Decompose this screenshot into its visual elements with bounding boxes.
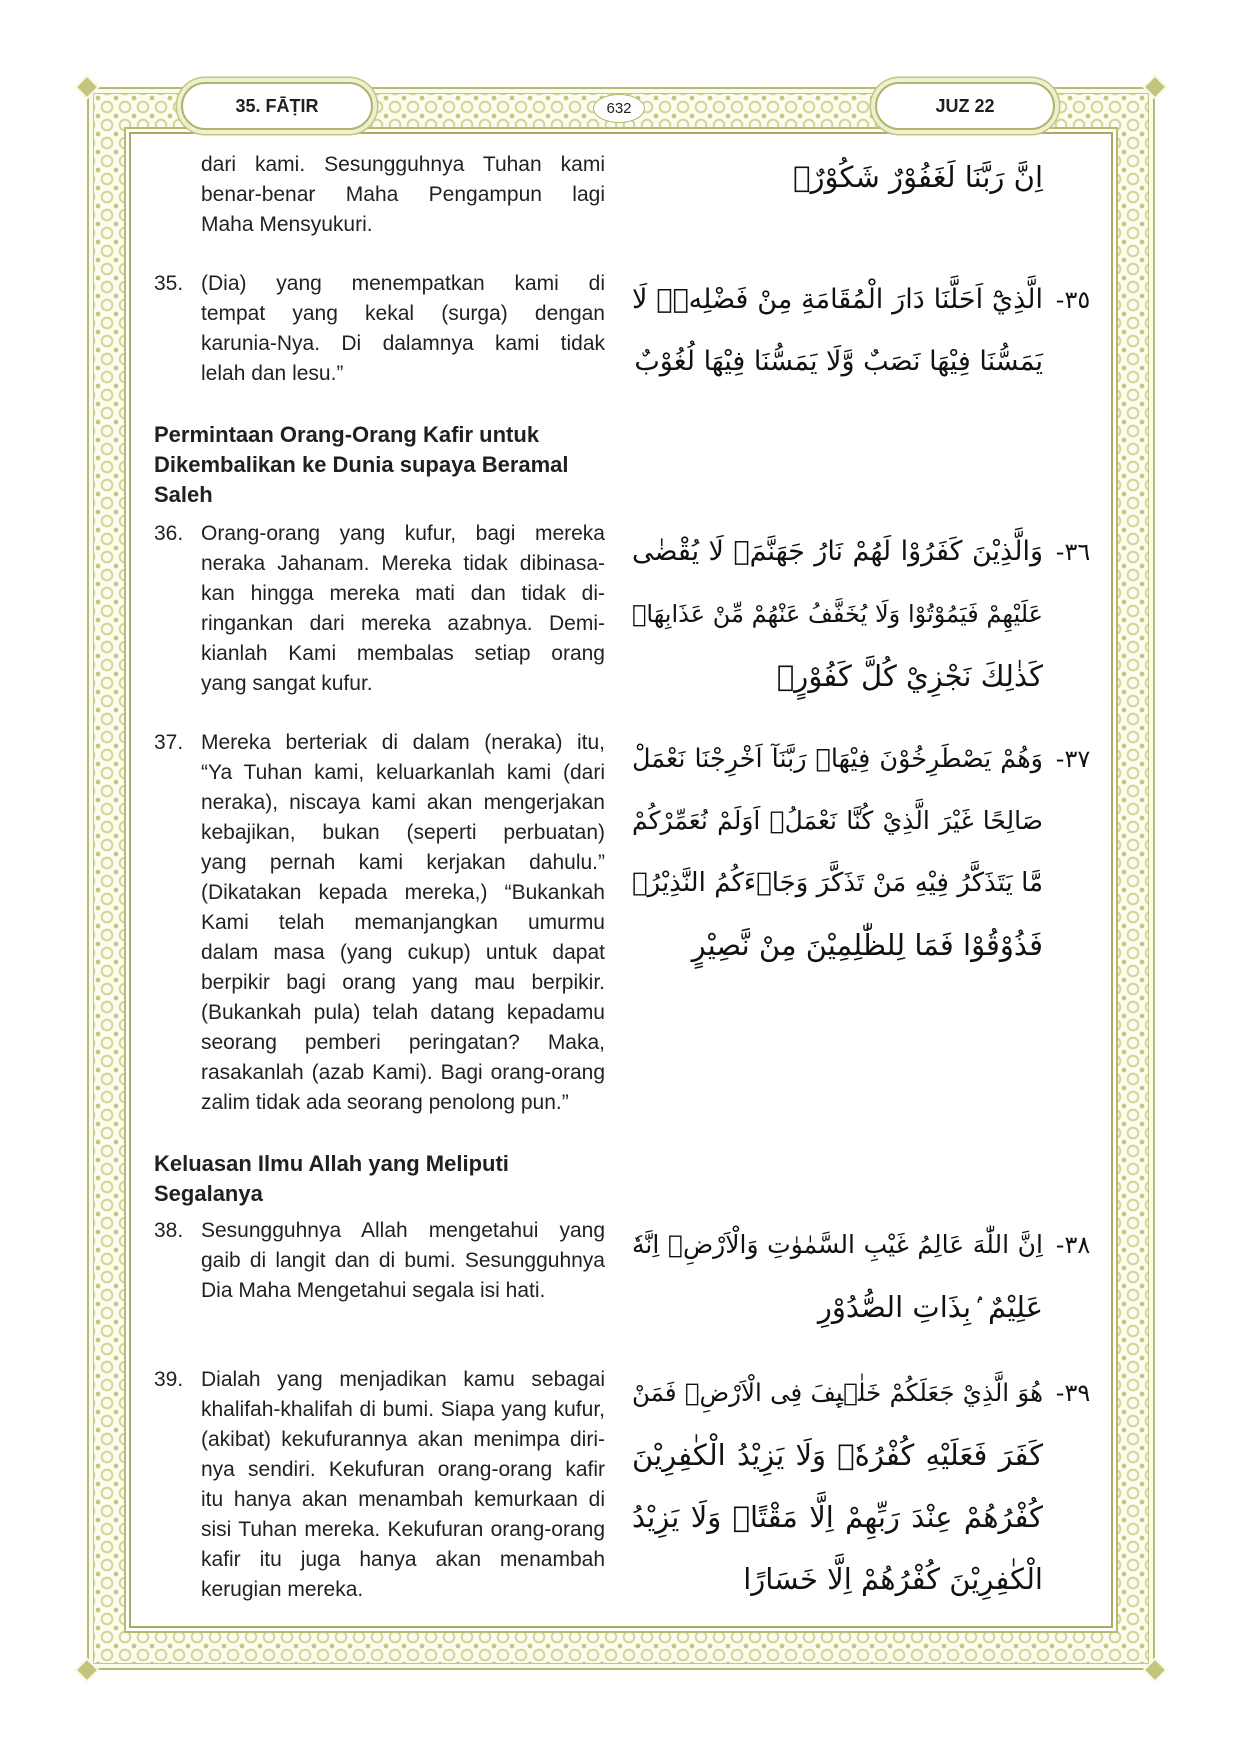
arabic-line: الَّذِيْٓ اَحَلَّنَا دَارَ الْمُقَامَةِ مِنْ فَضْلِهٖۚ لَا xyxy=(632,284,1043,315)
translation-text xyxy=(201,1365,605,1605)
arabic-verse-number: ٣٨- xyxy=(1055,1231,1091,1259)
arabic-line: اِنَّ رَبَّنَا لَغَفُوْرٌ شَكُوْرٌۙ xyxy=(793,160,1043,194)
arabic-line: اِنَّ اللّٰهَ عَالِمُ غَيْبِ السَّمٰوٰتِ وَالْاَرْضِۗ اِنَّهٗ xyxy=(632,1230,1043,1259)
translation-line: kianlah Kami membalas setiap orang xyxy=(201,642,605,665)
continuation-translation xyxy=(154,150,605,240)
translation-line: Sesungguhnya Allah mengetahui yang xyxy=(201,1219,605,1242)
section-heading xyxy=(154,1149,605,1209)
translation-line: zalim tidak ada seorang penolong pun.” xyxy=(201,1091,569,1114)
section-heading-line: Segalanya xyxy=(154,1181,263,1206)
verse-number: 39. xyxy=(154,1368,184,1391)
continuation-arabic xyxy=(632,146,1043,208)
arabic-verse-number: ٣٩- xyxy=(1055,1379,1091,1407)
arabic-line: كَذٰلِكَ نَجْزِيْ كُلَّ كَفُوْرٍۚ xyxy=(776,659,1043,693)
translation-text xyxy=(201,728,605,1118)
translation-line: kebajikan, bukan (seperti perbuatan) xyxy=(201,821,605,844)
arabic-verse-number: ٣٦- xyxy=(1055,538,1091,566)
verse-37-translation xyxy=(154,728,605,1118)
juz-label: JUZ 22 xyxy=(875,82,1055,130)
translation-line: neraka Jahanam. Mereka tidak dibinasa- xyxy=(201,552,605,575)
arabic-verse-number: ٣٧- xyxy=(1055,745,1091,773)
arabic-line: عَلَيْهِمْ فَيَمُوْتُوْا وَلَا يُخَفَّفُ عَنْهُمْ مِّنْ عَذَابِهَاۗ xyxy=(632,600,1043,628)
translation-line: benar-benar Maha Pengampun lagi xyxy=(201,183,605,206)
arabic-line: مَّا يَتَذَكَّرُ فِيْهِ مَنْ تَذَكَّرَ وَجَاۤءَكُمُ النَّذِيْرُۗ xyxy=(632,868,1043,898)
arabic-line: كُفْرُهُمْ عِنْدَ رَبِّهِمْ اِلَّا مَقْتًاۚ وَلَا يَزِيْدُ xyxy=(632,1500,1043,1534)
translation-line: lelah dan lesu.” xyxy=(201,362,344,385)
translation-line: seorang pemberi peringatan? Maka, xyxy=(201,1031,605,1054)
translation-line: dari kami. Sesungguhnya Tuhan kami xyxy=(201,153,605,176)
arabic-verse-number: ٣٥- xyxy=(1055,286,1091,314)
surah-title: 35. FĀṬIR xyxy=(181,82,373,130)
arabic-line: فَذُوْقُوْا فَمَا لِلظّٰلِمِيْنَ مِنْ نَّصِيْرٍ xyxy=(691,928,1043,962)
verse-38-arabic xyxy=(632,1214,1043,1338)
translation-line: ringankan dari mereka azabnya. Demi- xyxy=(201,612,605,635)
translation-line: yang pernah kami kerjakan dahulu.” xyxy=(201,851,605,874)
translation-text xyxy=(201,519,605,699)
verse-number: 38. xyxy=(154,1219,184,1242)
translation-line: Dia Maha Mengetahui segala isi hati. xyxy=(201,1279,546,1302)
translation-line: rasakanlah (azab Kami). Bagi orang-orang xyxy=(201,1061,605,1084)
verse-number: 37. xyxy=(154,731,184,754)
translation-line: dalam masa (yang cukup) untuk dapat xyxy=(201,941,605,964)
section-heading-line: Dikembalikan ke Dunia supaya Beramal xyxy=(154,452,569,477)
translation-line: kerugian mereka. xyxy=(201,1578,364,1601)
translation-line: gaib di langit dan di bumi. Sesungguhnya xyxy=(201,1249,605,1272)
verse-number: 36. xyxy=(154,522,184,545)
verse-39-translation xyxy=(154,1365,605,1605)
section-heading-line: Keluasan Ilmu Allah yang Meliputi xyxy=(154,1151,509,1176)
arabic-line: عَلِيْمٌ ۢبِذَاتِ الصُّدُوْرِ xyxy=(817,1290,1043,1324)
verse-39-arabic xyxy=(632,1362,1043,1610)
translation-line: Mereka berteriak di dalam (neraka) itu, xyxy=(201,731,605,754)
verse-35-arabic xyxy=(632,269,1043,393)
translation-line: karunia-Nya. Di dalamnya kami tidak xyxy=(201,332,605,355)
translation-line: (Dia) yang menempatkan kami di xyxy=(201,272,605,295)
translation-line: sisi Tuhan mereka. Kekufuran orang-orang xyxy=(201,1518,605,1541)
translation-line: nya sendiri. Kekufuran orang-orang kafir xyxy=(201,1458,605,1481)
translation-line: “Ya Tuhan kami, keluarkanlah kami (dari xyxy=(201,761,605,784)
section-heading xyxy=(154,420,605,510)
arabic-line: كَفَرَ فَعَلَيْهِ كُفْرُهٗۗ وَلَا يَزِيْدُ الْكٰفِرِيْنَ xyxy=(632,1438,1043,1472)
translation-line: (akibat) kekufurannya akan menimpa diri- xyxy=(201,1428,605,1451)
translation-text xyxy=(201,1216,605,1306)
translation-line: (Dikatakan kepada mereka,) “Bukankah xyxy=(201,881,605,904)
verse-35-translation xyxy=(154,269,605,389)
translation-line: Kami telah memanjangkan umurmu xyxy=(201,911,605,934)
verse-number: 35. xyxy=(154,272,184,295)
translation-line: kan hingga mereka mati dan tidak di- xyxy=(201,582,605,605)
translation-line: neraka), niscaya kami akan mengerjakan xyxy=(201,791,605,814)
translation-line: Orang-orang yang kufur, bagi mereka xyxy=(201,522,605,545)
verse-36-arabic xyxy=(632,521,1043,707)
translation-line: yang sangat kufur. xyxy=(201,672,373,695)
arabic-line: الْكٰفِرِيْنَ كُفْرُهُمْ اِلَّا خَسَارًا xyxy=(743,1562,1043,1596)
translation-line: itu hanya akan menambah kemurkaan di xyxy=(201,1488,605,1511)
translation-line: Dialah yang menjadikan kamu sebagai xyxy=(201,1368,605,1391)
verse-38-translation xyxy=(154,1216,605,1306)
arabic-line: هُوَ الَّذِيْ جَعَلَكُمْ خَلٰۤىِٕفَ فِى الْاَرْضِۗ فَمَنْ xyxy=(632,1378,1043,1407)
page-number: 632 xyxy=(593,94,645,123)
verse-37-arabic xyxy=(632,728,1043,976)
arabic-line: وَهُمْ يَصْطَرِخُوْنَ فِيْهَاۚ رَبَّنَآ اَخْرِجْنَا نَعْمَلْ xyxy=(632,744,1043,774)
translation-line: tempat yang kekal (surga) dengan xyxy=(201,302,605,325)
translation-line: kafir itu juga hanya akan menambah xyxy=(201,1548,605,1571)
translation-line: Maha Mensyukuri. xyxy=(201,213,373,236)
arabic-line: صَالِحًا غَيْرَ الَّذِيْ كُنَّا نَعْمَلُۗ اَوَلَمْ نُعَمِّرْكُمْ xyxy=(632,806,1043,835)
section-heading-line: Saleh xyxy=(154,482,213,507)
arabic-line: يَمَسُّنَا فِيْهَا نَصَبٌ وَّلَا يَمَسُّنَا فِيْهَا لُغُوْبٌ xyxy=(634,346,1043,377)
section-heading-line: Permintaan Orang-Orang Kafir untuk xyxy=(154,422,540,447)
translation-line: berpikir bagi orang yang mau berpikir. xyxy=(201,971,605,994)
translation-line: (Bukankah pula) telah datang kepadamu xyxy=(201,1001,605,1024)
translation-line: khalifah-khalifah di bumi. Siapa yang kufur, xyxy=(201,1398,605,1421)
verse-36-translation xyxy=(154,519,605,699)
arabic-line: وَالَّذِيْنَ كَفَرُوْا لَهُمْ نَارُ جَهَنَّمَۚ لَا يُقْضٰى xyxy=(632,536,1043,567)
translation-text xyxy=(201,269,605,389)
translation-text xyxy=(201,150,605,240)
